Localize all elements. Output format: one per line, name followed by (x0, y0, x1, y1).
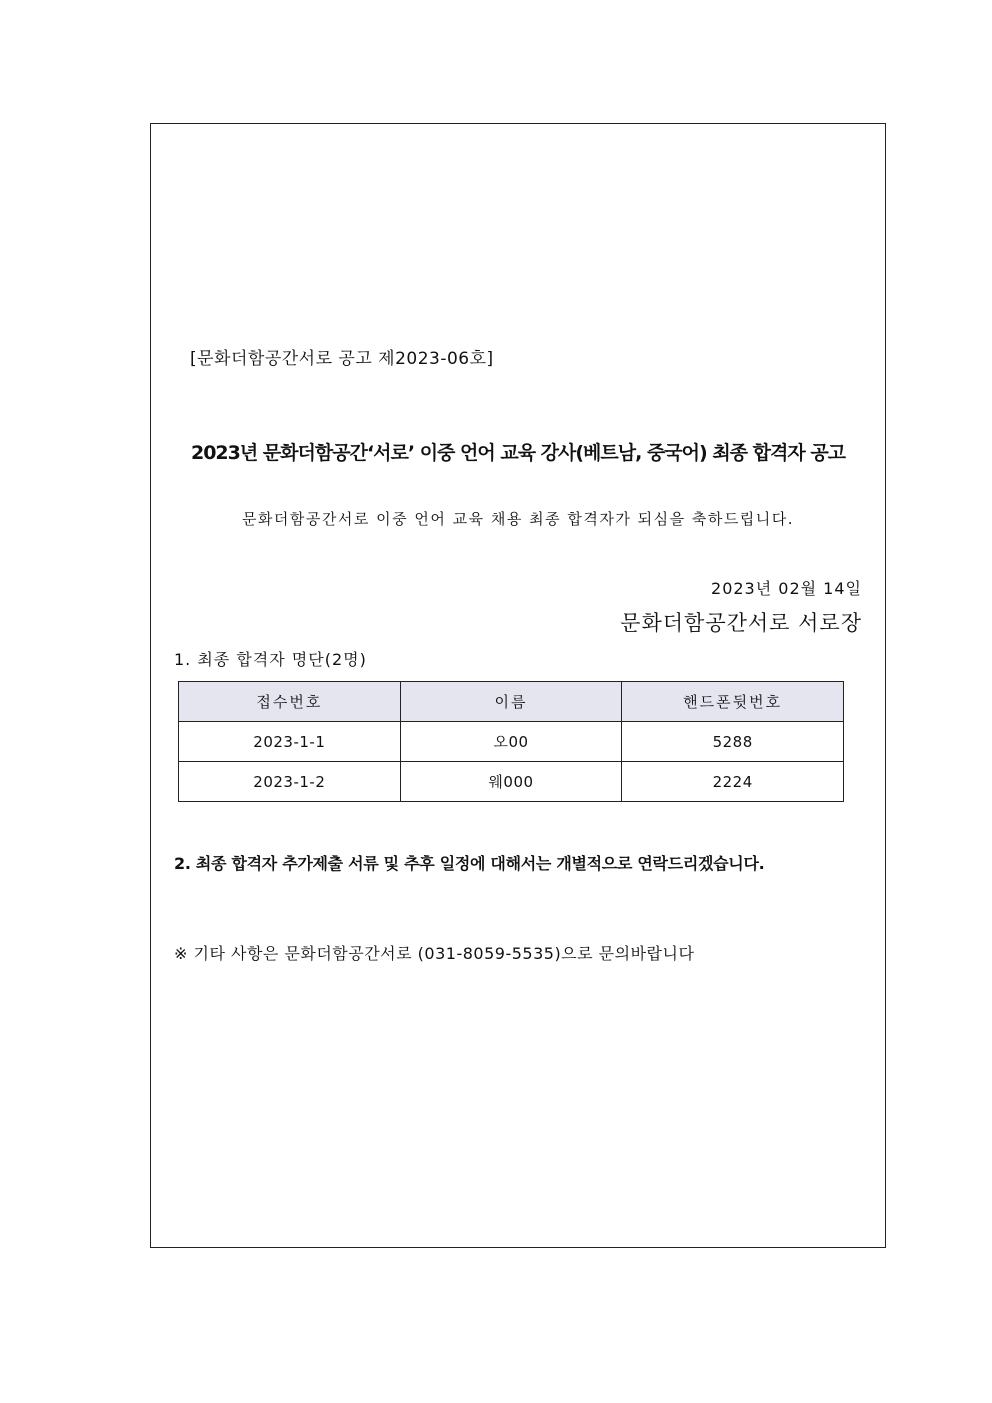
notice-date: 2023년 02월 14일 (711, 579, 862, 598)
section-2-text: 2. 최종 합격자 추가제출 서류 및 추후 일정에 대해서는 개별적으로 연락드리겠습니다. (174, 854, 765, 873)
cell-name: 웨000 (400, 762, 622, 802)
footer-note: ※ 기타 사항은 문화더함공간서로 (031-8059-5535)으로 문의바랍니다 (174, 944, 695, 963)
applicants-table (178, 681, 844, 802)
cell-application-number: 2023-1-2 (179, 762, 401, 802)
table-row (179, 722, 844, 762)
column-header-application-number: 접수번호 (179, 682, 401, 722)
cell-application-number: 2023-1-1 (179, 722, 401, 762)
notice-number: [문화더함공간서로 공고 제2023-06호] (190, 349, 494, 369)
table-row (179, 762, 844, 802)
column-header-phone-suffix: 핸드폰뒷번호 (622, 682, 844, 722)
column-header-name: 이름 (400, 682, 622, 722)
congratulation-text: 문화더함공간서로 이중 언어 교육 채용 최종 합격자가 되심을 축하드립니다. (241, 510, 795, 528)
table-header-row (179, 682, 844, 722)
section-1-heading: 1. 최종 합격자 명단(2명) (174, 650, 367, 669)
cell-phone-suffix: 5288 (622, 722, 844, 762)
cell-phone-suffix: 2224 (622, 762, 844, 802)
signer: 문화더함공간서로 서로장 (620, 611, 862, 635)
notice-title: 2023년 문화더함공간‘서로’ 이중 언어 교육 강사(베트남, 중국어) 최종 합격자 공고 (190, 442, 846, 464)
cell-name: 오00 (400, 722, 622, 762)
